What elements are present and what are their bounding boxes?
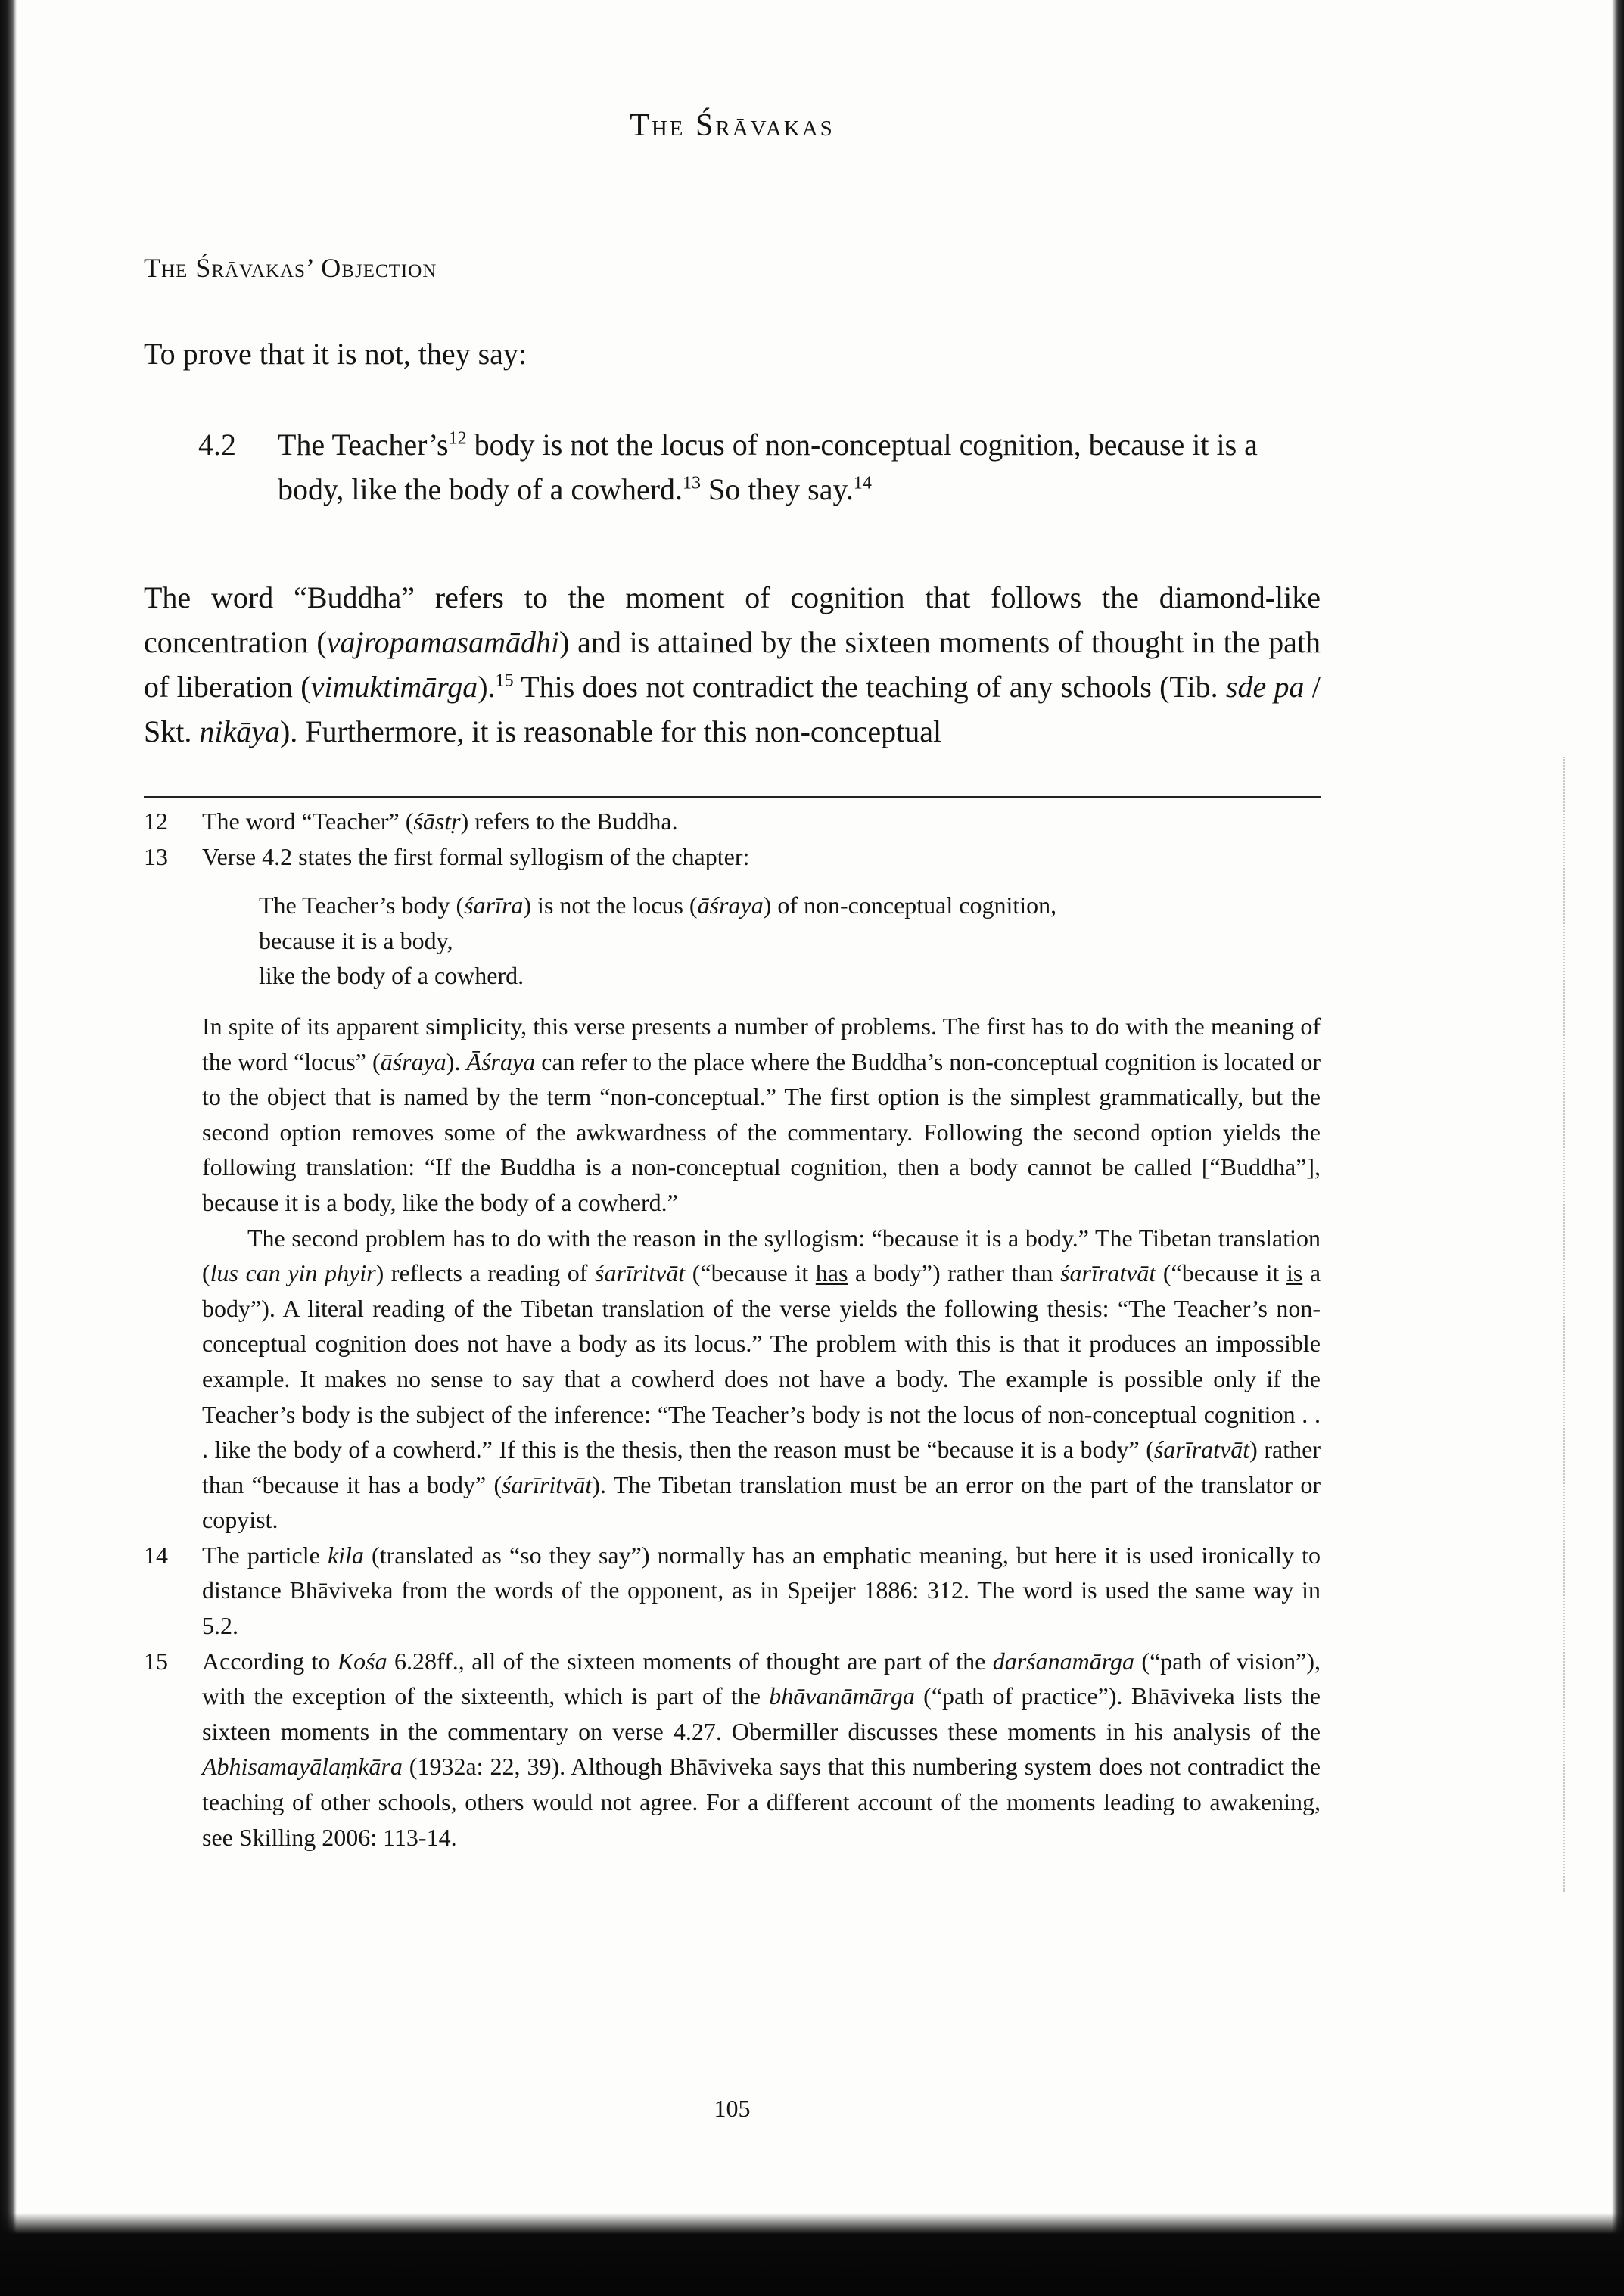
footnote-15: [144, 1644, 1321, 1856]
footnote-13-paragraph-1: In spite of its apparent simplicity, this verse presents a number of problems. The first has to do with the meaning of the word “locus” (āśraya). Āśraya can refer to the place where the Buddha’s non-conceptual cognition is located or to the object that is named by the term “non-conceptual.” The first option is the simplest grammatically, but the second option removes some of the awkwardness of the commentary. Following the second option yields the following translation: “If the Buddha is a non-conceptual cognition, then a body cannot be called [“Buddha”], because it is a body, like the body of a cowherd.”: [202, 1012, 1321, 1216]
footnotes-section: [144, 804, 1321, 1855]
footnote-ref-15: 15: [495, 670, 514, 691]
running-head: The Śrāvakas: [630, 108, 835, 143]
footnote-13-paragraph-2: The second problem has to do with the reason in the syllogism: “because it is a body.” The Tibetan translation (lus can yin phyir) reflects a reading of śarīritvāt (“because it has a body”) rather than śarīratvāt (“because it is a body”). A literal reading of the Tibetan translation of the verse yields the following thesis: “The Teacher’s non-conceptual cognition does not have a body as its locus.” The problem with this is that it produces an impossible example. It makes no sense to say that a cowherd does not have a body. The example is possible only if the Teacher’s body is the subject of the inference: “The Teacher’s body is not the locus of non-conceptual cognition . . . like the body of a cowherd.” If this is the thesis, then the reason must be “because it is a body” (śarīratvāt) rather than “because it has a body” (śarīritvāt). The Tibetan translation must be an error on the part of the translator or copyist.: [202, 1224, 1321, 1534]
scan-noise: [1563, 757, 1570, 1892]
scan-left-edge-shadow: [0, 0, 17, 2296]
footnote-text: Verse 4.2 states the first formal syllogism of the chapter:: [202, 842, 750, 870]
footnote-13-discussion: [144, 1009, 1321, 1538]
footnote-number: 15: [144, 1647, 168, 1675]
footnote-number: 14: [144, 1541, 168, 1569]
verse-text: The $Teacher’s^{12}$ body is not the locus of non-conceptual cognition, because it is a body, like the body of a cowherd.$^{13}$ So they say.$^{14}$: [278, 428, 1258, 506]
syllogism-reason: because it is a body,: [259, 926, 453, 954]
scan-right-edge-shadow: [1612, 0, 1624, 2296]
verse-number: 4.2: [198, 428, 236, 462]
footnote-number: 12: [144, 807, 168, 835]
section-heading: The Śrāvakas’ Objection: [144, 253, 437, 283]
footnote-text: The word “Teacher” (śāstṛ) refers to the Buddha.: [202, 807, 678, 835]
syllogism-block: [144, 888, 1321, 994]
scan-bottom-edge-shadow: [0, 2213, 1624, 2296]
footnote-text: The particle kila (translated as “so they say”) normally has an emphatic meaning, but here it is used ironically to distance Bhāviveka from the words of the opponent, as in Speijer 1886: 312. The word is used the same way in 5.2.: [202, 1541, 1321, 1640]
syllogism-example: like the body of a cowherd.: [259, 962, 524, 990]
footnote-text: According to Kośa 6.28ff., all of the sixteen moments of thought are part of the darśanamārga (“path of vision”), with the exception of the sixteenth, which is part of the bhāvanāmārga (“path of practice”). Bhāviveka lists the sixteen moments in the commentary on verse 4.27. Obermiller discusses these moments in his analysis of the Abhisamayālaṃkāra (1932a: 22, 39). Although Bhāviveka says that this numbering system does not contradict the teaching of other schools, others would not agree. For a different account of the moments leading to awakening, see Skilling 2006: 113-14.: [202, 1647, 1321, 1851]
body-paragraph: The word “Buddha” refers to the moment of cognition that follows the diamond-like concentration (vajropamasamādhi) and is attained by the sixteen moments of thought in the path of liberation (vimuktimārga).$^{15}$ This does not contradict the teaching of any schools (Tib. sde pa / Skt. nikāya). Furthermore, it is reasonable for this non-conceptual: [144, 580, 1321, 748]
verse-block: [198, 422, 1296, 512]
footnote-divider: [144, 796, 1321, 798]
footnote-14: [144, 1538, 1321, 1644]
footnote-ref-14: 14: [853, 473, 872, 493]
footnote-ref-13: 13: [683, 473, 702, 493]
footnote-number: 13: [144, 842, 168, 870]
footnote-12: [144, 804, 1321, 839]
page-number: 105: [714, 2095, 751, 2122]
intro-sentence: To prove that it is not, they say:: [144, 337, 527, 371]
footnote-13: [144, 839, 1321, 875]
syllogism-thesis: The Teacher’s body (śarīra) is not the locus (āśraya) of non-conceptual cognition,: [259, 891, 1057, 919]
footnote-ref-12: 12: [448, 428, 467, 449]
